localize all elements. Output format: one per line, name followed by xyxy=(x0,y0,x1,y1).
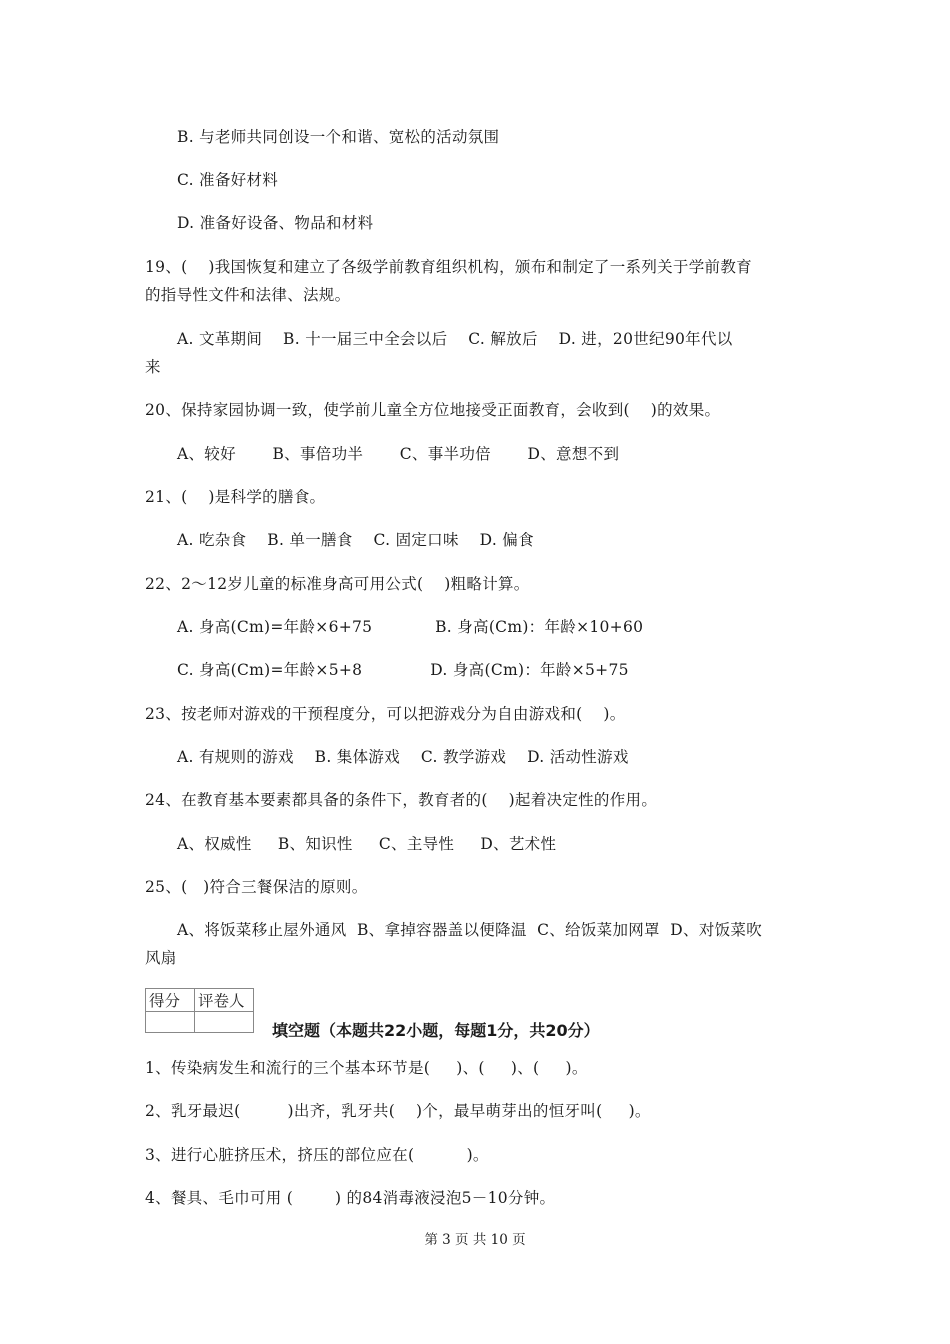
option-line: A、较好 B、事倍功半 C、事半功倍 D、意想不到 xyxy=(177,445,620,463)
option-line: 风扇 xyxy=(145,949,177,967)
option-line: A. 文革期间 B. 十一届三中全会以后 C. 解放后 D. 进，20世纪90年代以 xyxy=(177,330,733,348)
question-line: 19、( )我国恢复和建立了各级学前教育组织机构，颁布和制定了一系列关于学前教育 xyxy=(145,258,752,276)
section-title: 填空题（本题共22小题，每题1分，共20分） xyxy=(272,1021,600,1040)
fill-question: 1、传染病发生和流行的三个基本环节是( )、( )、( )。 xyxy=(145,1059,588,1077)
option-line: A、将饭菜移止屋外通风 B、拿掉容器盖以便降温 C、给饭菜加网罩 D、对饭菜吹 xyxy=(177,921,763,939)
question-line: 21、( )是科学的膳食。 xyxy=(145,488,326,506)
question-line: 24、在教育基本要素都具备的条件下，教育者的( )起着决定性的作用。 xyxy=(145,791,658,809)
option-line: D. 准备好设备、物品和材料 xyxy=(177,214,374,232)
score-cell xyxy=(146,1012,195,1033)
option-line: A. 有规则的游戏 B. 集体游戏 C. 教学游戏 D. 活动性游戏 xyxy=(177,748,629,766)
option-line: A、权威性 B、知识性 C、主导性 D、艺术性 xyxy=(177,835,557,853)
option-line: B. 与老师共同创设一个和谐、宽松的活动氛围 xyxy=(177,128,500,146)
question-line: 20、保持家园协调一致，使学前儿童全方位地接受正面教育，会收到( )的效果。 xyxy=(145,401,721,419)
score-table xyxy=(145,988,254,1033)
question-line: 23、按老师对游戏的干预程度分，可以把游戏分为自由游戏和( )。 xyxy=(145,705,626,723)
grader-cell xyxy=(195,1012,254,1033)
score-label: 得分 xyxy=(146,989,195,1012)
page-footer: 第 3 页 共 10 页 xyxy=(424,1232,526,1248)
question-line: 22、2～12岁儿童的标准身高可用公式( )粗略计算。 xyxy=(145,575,530,593)
fill-question: 4、餐具、毛巾可用 ( ) 的84消毒液浸泡5－10分钟。 xyxy=(145,1189,556,1207)
fill-question: 2、乳牙最迟( )出齐，乳牙共( )个，最早萌芽出的恒牙叫( )。 xyxy=(145,1102,651,1120)
question-line: 的指导性文件和法律、法规。 xyxy=(145,286,351,304)
fill-question: 3、进行心脏挤压术，挤压的部位应在( )。 xyxy=(145,1146,489,1164)
option-line: A. 吃杂食 B. 单一膳食 C. 固定口味 D. 偏食 xyxy=(177,531,534,549)
option-line: A. 身高(Cm)=年龄×6+75 B. 身高(Cm)：年龄×10+60 xyxy=(177,618,644,636)
grader-label: 评卷人 xyxy=(195,989,254,1012)
option-line: 来 xyxy=(145,358,161,376)
question-line: 25、( )符合三餐保洁的原则。 xyxy=(145,878,368,896)
option-line: C. 准备好材料 xyxy=(177,171,279,189)
option-line: C. 身高(Cm)=年龄×5+8 D. 身高(Cm)：年龄×5+75 xyxy=(177,661,629,679)
